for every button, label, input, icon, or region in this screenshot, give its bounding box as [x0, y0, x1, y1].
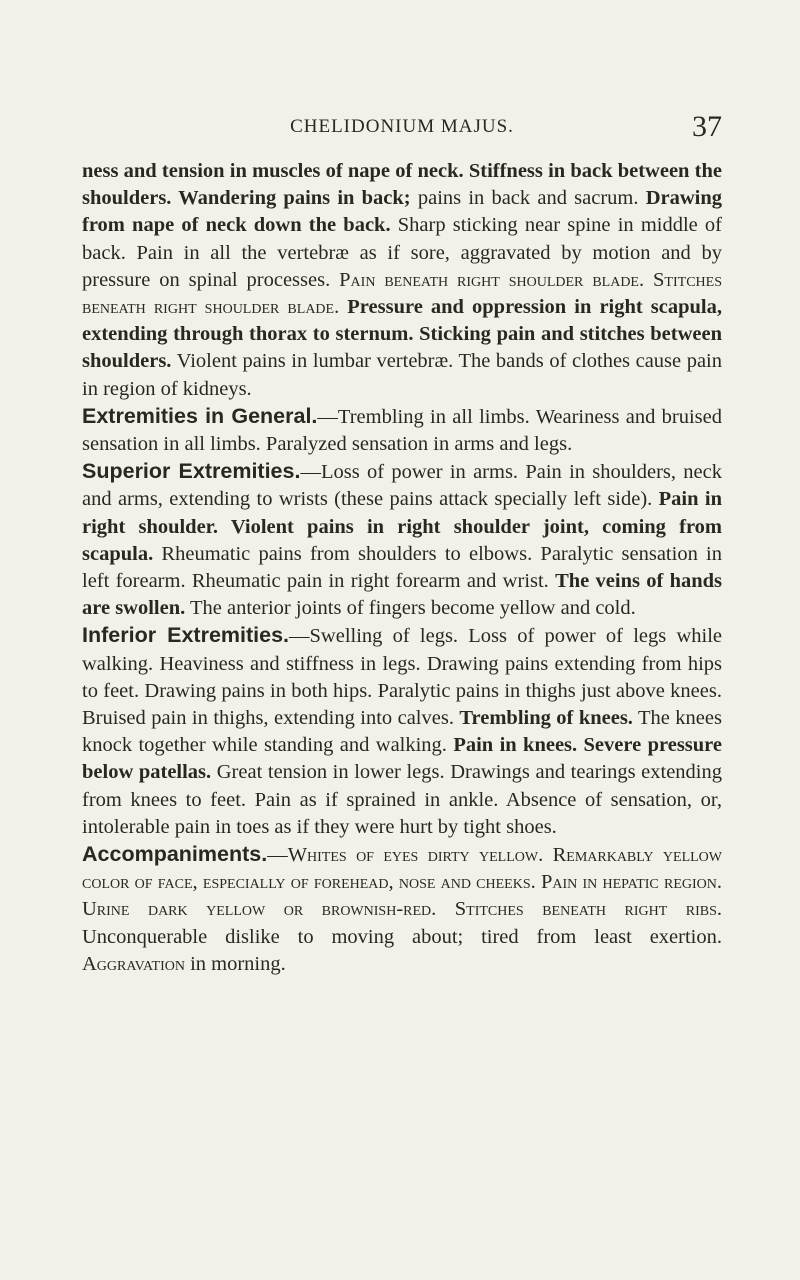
running-head — [82, 112, 722, 142]
bold-text: Pain in knees. Severe pressure below patellas. — [82, 734, 722, 784]
bold-text: ness and tension in muscles of nape of neck. Stiffness in back between the shoulders. Wandering pains in back; — [82, 160, 722, 210]
plain-text: Sharp sticking near spine in middle of back. Pain in all the vertebræ as if sore, aggravated by motion and by pressure on spinal processes. — [82, 214, 722, 291]
page-number: 37 — [692, 110, 722, 143]
bold-text: Pain in right shoulder. Violent pains in right shoulder joint, coming from scapula. — [82, 488, 722, 565]
plain-text: pains in back and sacrum. — [410, 187, 646, 210]
plain-text: —Loss of power in arms. Pain in shoulders, neck and arms, extending to wrists (these pains attack specially left side). — [82, 461, 722, 511]
paragraph-inferior-extremities — [82, 622, 722, 841]
plain-text: in morning. — [184, 952, 286, 975]
plain-text: —Trembling in all limbs. Weariness and bruised sensation in all limbs. Paralyzed sensation in arms and legs. — [82, 405, 723, 456]
paragraph-superior-extremities — [82, 458, 722, 622]
running-title: CHELIDONIUM MAJUS. — [290, 116, 514, 137]
section-heading: Superior Extremities. — [82, 459, 301, 484]
body-text — [82, 158, 722, 978]
section-heading: Extremities in General. — [82, 403, 318, 428]
plain-text: Violent pains in lumbar vertebræ. The bands of clothes cause pain in region of kidneys. — [82, 350, 722, 400]
plain-text: The anterior joints of fingers become yellow and cold. — [185, 597, 636, 620]
plain-text: The knees knock together while standing and walking. — [82, 707, 722, 757]
bold-text: Drawing from nape of neck down the back. — [82, 187, 722, 237]
small-caps-text: Pain beneath right shoulder blade. Stitches beneath right shoulder blade. — [82, 268, 722, 319]
plain-text: — — [267, 844, 288, 867]
plain-text: —Swelling of legs. Loss of power of legs while walking. Heaviness and stiffness in legs. Drawing pains extending from hips to feet. Drawing pains in both hips. Paralytic pains in thighs just above knees. Bruised pain in thighs, extending into calves. — [82, 625, 722, 730]
bold-text: The veins of hands are swollen. — [82, 570, 722, 620]
bold-text: Pressure and oppression in right scapula, extending through thorax to sternum. Sticking pain and stitches between shoulders. — [82, 296, 722, 373]
small-caps-text: Whites of eyes dirty yellow. Remarkably yellow color of face, especially of forehead, nose and cheeks. Pain in hepatic region. Urine dark yellow or brownish-red. Stitches beneath right ribs. — [82, 844, 722, 921]
small-caps-text: Aggravation — [82, 952, 185, 975]
section-heading: Accompaniments. — [82, 842, 268, 867]
paragraph-accompaniments — [82, 841, 722, 978]
plain-text: Unconquerable dislike to moving about; tired from least exertion. — [82, 925, 722, 948]
section-heading: Inferior Extremities. — [82, 623, 290, 648]
plain-text: Rheumatic pains from shoulders to elbows. Paralytic sensation in left forearm. Rheumatic pain in right forearm and wrist. — [82, 542, 722, 593]
paragraph-extremities-general — [82, 403, 722, 458]
paragraph-back — [82, 158, 722, 403]
bold-text: Trembling of knees. — [459, 707, 633, 730]
plain-text: Great tension in lower legs. Drawings and tearings extending from knees to feet. Pain as if sprained in ankle. Absence of sensation, or, intolerable pain in toes as if they were hurt by tight shoes. — [82, 761, 722, 838]
